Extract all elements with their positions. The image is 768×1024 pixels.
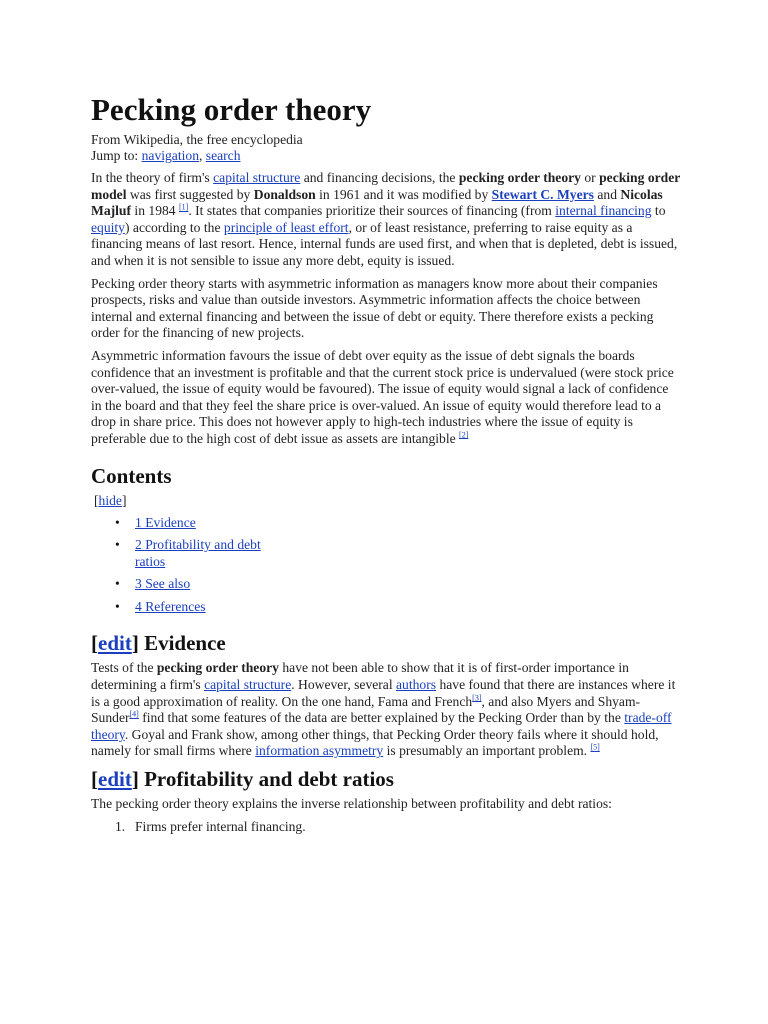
toc-item <box>91 515 681 532</box>
capital-structure-link[interactable]: capital structure <box>204 677 292 693</box>
bracket: [ <box>94 492 99 508</box>
text: is presumably an important problem. <box>383 743 591 759</box>
toc-link-profitability[interactable]: 2 Profitability and debt ratios <box>135 537 261 569</box>
toc-link-references[interactable]: 4 References <box>135 598 206 614</box>
jump-to-label: Jump to: <box>91 148 142 163</box>
bold-term: pecking order model <box>91 170 681 202</box>
toc-list <box>91 515 681 616</box>
jump-separator: , <box>199 148 206 163</box>
toc-link-see-also[interactable]: 3 See also <box>135 576 191 592</box>
list-item <box>91 819 681 836</box>
reference-1-link[interactable]: [1] <box>179 202 189 212</box>
bracket: [ <box>91 631 98 656</box>
least-effort-link[interactable]: principle of least effort <box>223 219 349 235</box>
site-subtitle: From Wikipedia, the free encyclopedia <box>91 132 303 147</box>
reference-4-link[interactable]: [4] <box>129 709 139 719</box>
information-asymmetry-link[interactable]: information asymmetry <box>255 743 384 759</box>
profitability-intro: The pecking order theory explains the inverse relationship between profitability and debt ratios: <box>91 796 612 812</box>
internal-financing-link[interactable]: internal financing <box>555 203 652 219</box>
jump-to-bar <box>91 148 681 164</box>
text: have found that there are instances where it is a good approximation of reality. On the one hand, Fama and French <box>91 677 676 709</box>
bold-term: Donaldson <box>253 186 316 202</box>
text: was first suggested by <box>126 186 254 202</box>
evidence-heading <box>91 630 681 656</box>
bracket: ] <box>131 631 145 656</box>
bracket: [ <box>91 767 98 792</box>
trade-off-theory-link[interactable]: trade-off theory <box>91 710 672 742</box>
text: Asymmetric information favours the issue of debt over equity as the issue of debt signals the boards confidence that an investment is profitable and that the current stock price is undervalued (were stock price over-valued, the issue of equity would be favoured). The issue of equity would signal a lack of confidence in the board and that they feel the share price is over-valued. An issue of equity would therefore lead to a drop in share price. This does not however apply to high-tech industries where the issue of equity is preferable due to the high cost of debt issue as assets are intangible <box>91 347 674 446</box>
text: and financing decisions, the <box>300 170 459 185</box>
intro-paragraph-1 <box>91 170 681 270</box>
text: and <box>593 186 621 202</box>
bracket: ] <box>131 767 145 792</box>
reference-5-link[interactable]: [5] <box>590 742 600 752</box>
toc-item <box>91 537 681 570</box>
text: . However, several <box>291 677 397 693</box>
page-title: Pecking order theory <box>91 92 372 127</box>
stewart-myers-link[interactable]: Stewart C. Myers <box>491 186 594 202</box>
authors-link[interactable]: authors <box>396 677 437 693</box>
bold-term: Nicolas Majluf <box>91 186 663 219</box>
list-text: Firms prefer internal financing. <box>135 818 306 834</box>
intro-paragraph-2: Pecking order theory starts with asymmetric information as managers know more about their companies prospects, risks and value than outside investors. Asymmetric information affects the choice between internal and external financing and between the issue of debt or equity. There therefore exists a pecking order for the financing of new projects. <box>91 275 658 341</box>
text: find that some features of the data are better explained by the Pecking Order than by the <box>138 710 625 726</box>
list-number: 1. <box>115 818 126 834</box>
edit-profitability-link[interactable]: edit <box>98 767 132 792</box>
intro-paragraph-3 <box>91 348 681 448</box>
text: have not been able to show that it is of first-order importance in determining a firm's <box>91 660 629 693</box>
text: , and also Myers and Shyam-Sunder <box>91 693 641 726</box>
section-title: Evidence <box>144 631 226 656</box>
bold-term: pecking order theory <box>156 660 279 676</box>
toc-link-evidence[interactable]: 1 Evidence <box>135 514 196 530</box>
toc-hide-link[interactable]: hide <box>98 492 122 508</box>
toc-toggle <box>94 493 681 509</box>
section-title: Profitability and debt ratios <box>144 767 394 792</box>
text: ) according to the <box>124 219 224 235</box>
profitability-heading <box>91 766 681 792</box>
bold-term: pecking order theory <box>458 170 581 185</box>
equity-link[interactable]: equity <box>91 219 125 235</box>
evidence-paragraph <box>91 660 681 760</box>
text: In the theory of firm's <box>91 170 214 185</box>
toc-item <box>91 576 681 593</box>
profitability-list <box>91 819 681 836</box>
toc-item <box>91 599 681 616</box>
jump-navigation-link[interactable]: navigation <box>141 148 199 163</box>
bracket: ] <box>121 492 127 508</box>
text: to <box>651 203 666 219</box>
text: . Goyal and Frank show, among other things, that Pecking Order theory fails where it should hold, namely for small firms where <box>91 726 659 759</box>
text: . It states that companies prioritize their sources of financing (from <box>188 203 556 219</box>
edit-evidence-link[interactable]: edit <box>98 631 132 656</box>
jump-search-link[interactable]: search <box>205 148 241 163</box>
reference-3-link[interactable]: [3] <box>472 693 482 703</box>
capital-structure-link[interactable]: capital structure <box>213 170 301 185</box>
text: or <box>580 170 600 185</box>
contents-heading: Contents <box>91 463 172 488</box>
text: in 1961 and it was modified by <box>315 186 492 202</box>
text: Tests of the <box>91 660 157 676</box>
reference-2-link[interactable]: [2] <box>459 430 469 440</box>
text: in 1984 <box>131 203 179 219</box>
text: , or of least resistance, preferring to raise equity as a financing means of last resort. Hence, internal funds are used first, and when that is depleted, debt is issued, and when it is not sensible to issue any more debt, equity is issued. <box>91 219 678 268</box>
